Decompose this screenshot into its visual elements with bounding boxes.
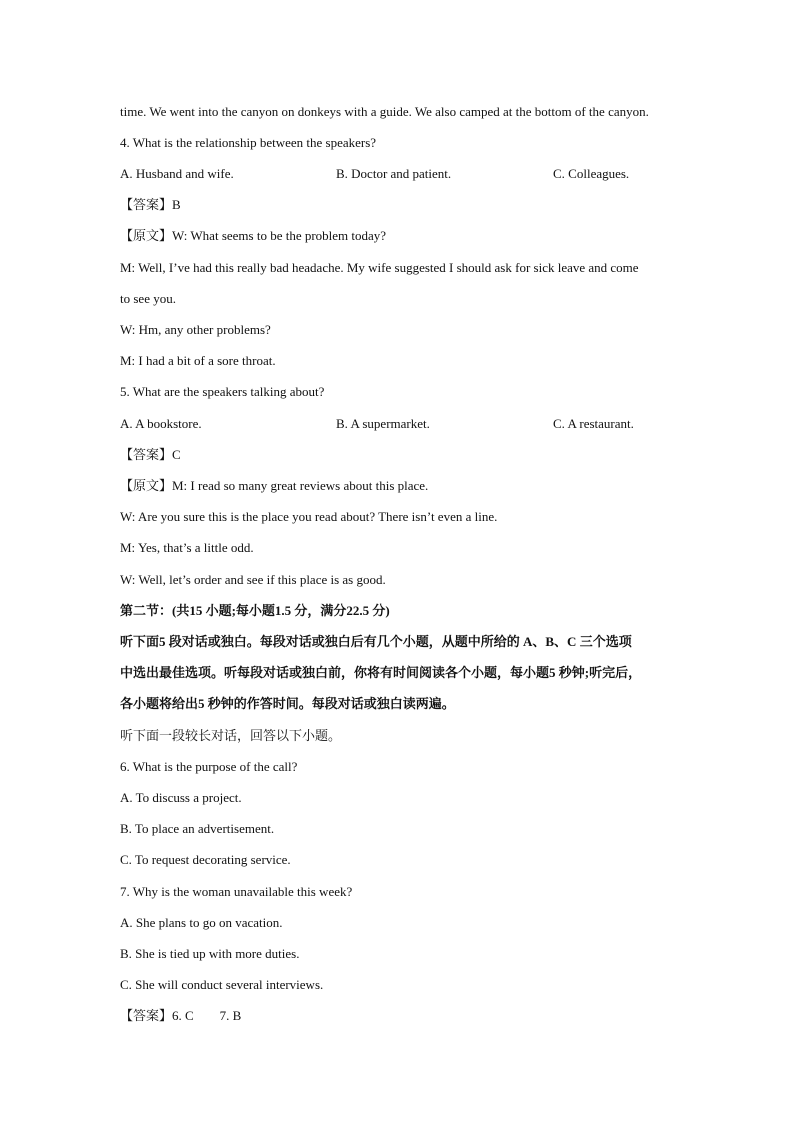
section-2-heading: 第二节：(共15 小题;每小题1.5 分，满分22.5 分) xyxy=(120,603,390,618)
transcript-5-line-1: 【原文】M: I read so many great reviews about this place. xyxy=(120,478,429,493)
question-5-option-a: A. A bookstore. xyxy=(120,416,202,431)
transcript-4-line-3: to see you. xyxy=(120,291,176,306)
answer-6-7: 【答案】6. C 7. B xyxy=(120,1008,242,1023)
transcript-4-line-4: W: Hm, any other problems? xyxy=(120,322,271,337)
question-5-option-b: B. A supermarket. xyxy=(336,416,430,431)
question-6-option-c: C. To request decorating service. xyxy=(120,852,291,867)
question-4-option-a: A. Husband and wife. xyxy=(120,166,234,181)
text-line: time. We went into the canyon on donkeys with a guide. We also camped at the bottom of the canyon. xyxy=(120,104,649,119)
question-4: 4. What is the relationship between the speakers? xyxy=(120,135,377,150)
question-4-option-b: B. Doctor and patient. xyxy=(336,166,452,181)
lead-in: 听下面一段较长对话，回答以下小题。 xyxy=(120,728,342,743)
answer-4: 【答案】B xyxy=(120,197,181,212)
question-7-option-c: C. She will conduct several interviews. xyxy=(120,977,324,992)
question-6-option-a: A. To discuss a project. xyxy=(120,790,242,805)
question-6: 6. What is the purpose of the call? xyxy=(120,759,298,774)
transcript-4-line-2: M: Well, I’ve had this really bad headache. My wife suggested I should ask for sick leave and come xyxy=(120,260,639,275)
question-4-option-c: C. Colleagues. xyxy=(553,166,630,181)
transcript-5-line-2: W: Are you sure this is the place you read about? There isn’t even a line. xyxy=(120,509,498,524)
instruction-line-1: 听下面5 段对话或独白。每段对话或独白后有几个小题，从题中所给的 A、B、C 三个选项 xyxy=(120,634,632,649)
instruction-line-3: 各小题将给出5 秒钟的作答时间。每段对话或独白读两遍。 xyxy=(120,696,455,711)
question-6-option-b: B. To place an advertisement. xyxy=(120,821,275,836)
instruction-line-2: 中选出最佳选项。听每段对话或独白前，你将有时间阅读各个小题，每小题5 秒钟;听完后， xyxy=(120,665,642,680)
question-5-option-c: C. A restaurant. xyxy=(553,416,634,431)
transcript-5-line-4: W: Well, let’s order and see if this place is as good. xyxy=(120,572,386,587)
transcript-5-line-3: M: Yes, that’s a little odd. xyxy=(120,540,254,555)
answer-5: 【答案】C xyxy=(120,447,181,462)
transcript-4-line-5: M: I had a bit of a sore throat. xyxy=(120,353,276,368)
transcript-4-line-1: 【原文】W: What seems to be the problem today? xyxy=(120,228,387,243)
question-5: 5. What are the speakers talking about? xyxy=(120,384,325,399)
question-7-option-b: B. She is tied up with more duties. xyxy=(120,946,300,961)
question-7-option-a: A. She plans to go on vacation. xyxy=(120,915,283,930)
question-7: 7. Why is the woman unavailable this week? xyxy=(120,884,353,899)
